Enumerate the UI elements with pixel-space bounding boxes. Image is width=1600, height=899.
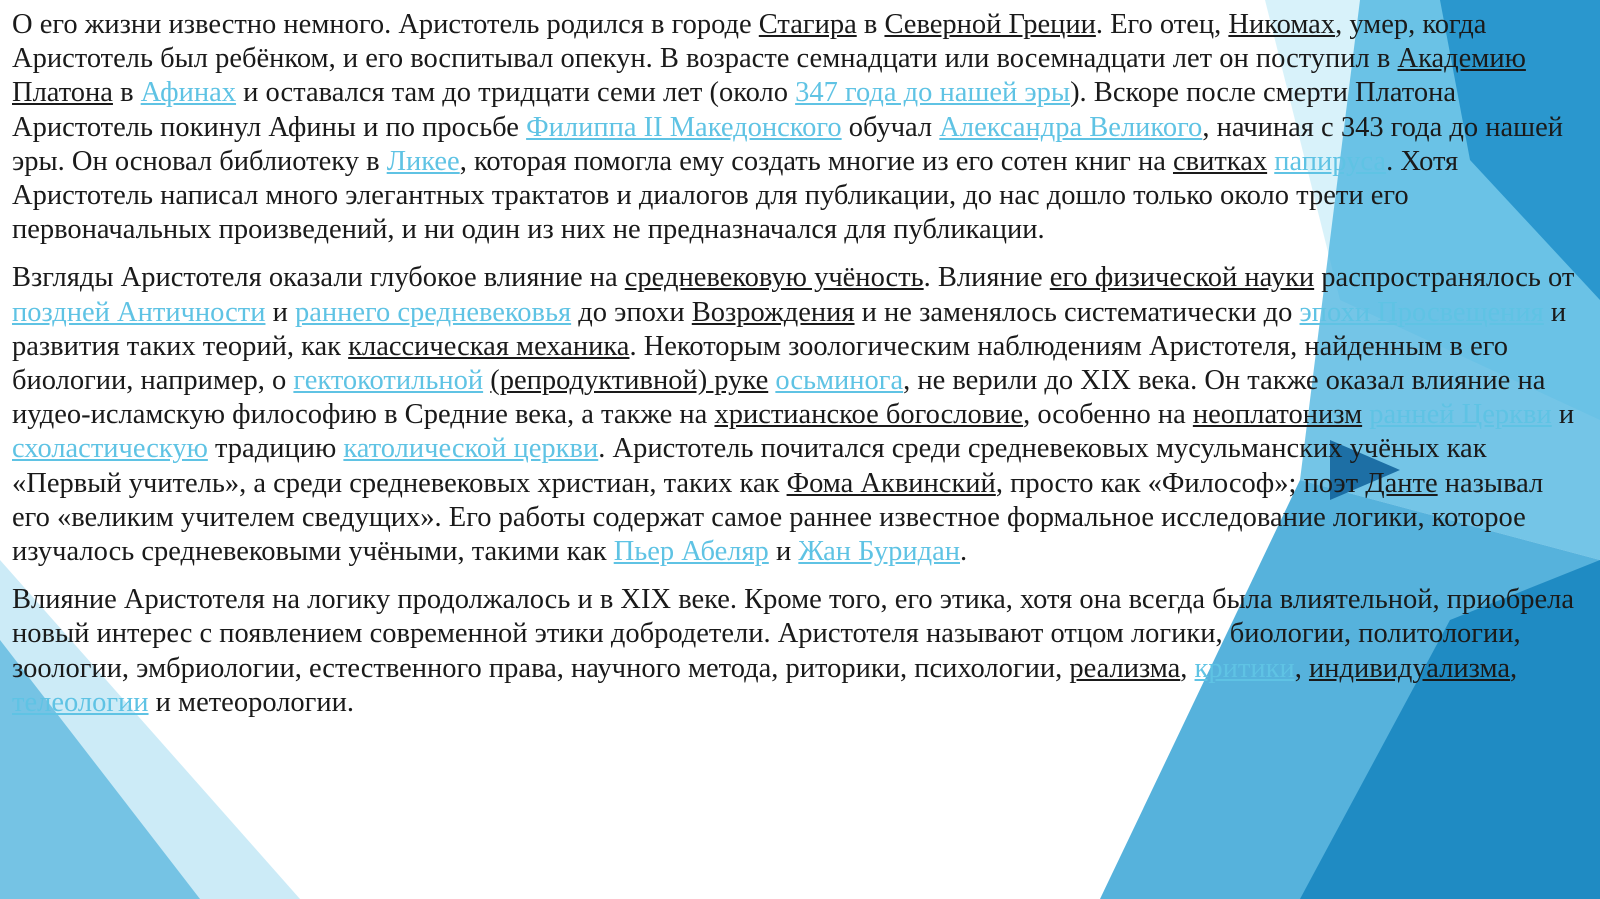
text-span: Влияние Аристотеля на логику продолжалось и в XIX веке. Кроме того, его этика, хотя она всегда была влиятельной, приобрела новый интерес с появлением современной этики добродетели. Аристотеля называют отцом логики, биологии, политологии, зоологии, эмбриологии, естественного права, научного метода, риторики, психологии,: [12, 584, 1575, 684]
text-span: и развития таких теорий, как: [12, 296, 1567, 362]
text-span: . Аристотель почитался среди средневековых мусульманских учёных как «Первый учитель», а среди средневековых христиан, таких как: [12, 433, 1487, 499]
text-span: . Влияние: [923, 262, 1050, 294]
inline-link[interactable]: классическая механика: [348, 330, 630, 362]
text-span: . Некоторым зоологическим наблюдениям Аристотеля, найденным в его биологии, например, о: [12, 330, 1508, 397]
inline-link[interactable]: гектокотильной: [293, 365, 484, 397]
text-span: и: [768, 536, 799, 568]
inline-link[interactable]: его физической науки: [1049, 262, 1315, 294]
inline-link[interactable]: эпохи Просвещения: [1299, 296, 1544, 328]
text-span: называл его «великим учителем сведущих». Его работы содержат самое раннее известное формальное исследование логики, которое изучалось средневековыми учёными, такими как: [12, 467, 1544, 568]
text-span: ,: [1510, 652, 1518, 684]
inline-link[interactable]: Жан Буридан: [798, 536, 960, 568]
inline-link[interactable]: реализма: [1069, 652, 1181, 684]
text-span: и: [1551, 399, 1575, 431]
text-span: ,: [1294, 652, 1309, 684]
paragraph-legacy: [12, 583, 1588, 720]
text-span: ). Вскоре после смерти Платона Аристотель покинул Афины и по просьбе: [12, 77, 1456, 143]
inline-link[interactable]: осьминога: [775, 365, 904, 397]
inline-link[interactable]: Афинах: [140, 77, 237, 109]
text-span: и не заменялось систематически до: [854, 296, 1300, 328]
text-span: традицию: [207, 433, 344, 465]
text-span: . Хотя Аристотель написал много элегантных трактатов и диалогов для публикации, до нас дошло только около трети его первоначальных произведений, и ни один из них не предназначался для публикации.: [12, 145, 1459, 246]
inline-link[interactable]: 347 года до нашей эры: [795, 77, 1071, 109]
inline-link[interactable]: поздней Античности: [12, 296, 266, 328]
paragraph-influence: [12, 261, 1588, 569]
text-span: распространялось от: [1314, 262, 1575, 294]
text-span: . Его отец,: [1095, 9, 1229, 40]
text-span: О его жизни известно немного. Аристотель родился в городе: [12, 9, 759, 40]
inline-link[interactable]: Фома Аквинский: [786, 467, 996, 499]
inline-link[interactable]: (репродуктивной) руке: [490, 365, 769, 397]
inline-link[interactable]: свитках: [1172, 145, 1268, 177]
inline-link[interactable]: Филиппа II Македонского: [526, 111, 842, 143]
inline-link[interactable]: Данте: [1365, 467, 1438, 499]
inline-link[interactable]: христианское богословие: [714, 399, 1024, 431]
inline-link[interactable]: Ликее: [386, 145, 460, 177]
text-span: , начиная с 343 года до нашей эры. Он основал библиотеку в: [12, 111, 1564, 177]
text-span: , не верили до XIX века. Он также оказал влияние на иудео-исламскую философию в Средние века, а также на: [12, 365, 1546, 431]
text-span: в: [856, 9, 885, 40]
inline-link[interactable]: критики: [1194, 652, 1295, 684]
text-span: Взгляды Аристотеля оказали глубокое влияние на: [12, 262, 625, 294]
inline-link[interactable]: раннего средневековья: [294, 296, 572, 328]
text-span: и метеорологии.: [148, 686, 354, 718]
text-span: до эпохи: [571, 296, 692, 328]
inline-link[interactable]: неоплатонизм: [1192, 399, 1363, 431]
text-span: в: [112, 77, 141, 109]
text-span: , умер, когда Аристотель был ребёнком, и его воспитывал опекун. В возрасте семнадцати или восемнадцати лет он поступил в: [12, 9, 1487, 75]
inline-link[interactable]: средневековую учёность: [624, 262, 924, 294]
inline-link[interactable]: схоластическую: [12, 433, 208, 465]
text-span: и: [265, 296, 295, 328]
inline-link[interactable]: Пьер Абеляр: [613, 536, 769, 568]
inline-link[interactable]: католической церкви: [343, 433, 599, 465]
paragraph-biography: [12, 8, 1588, 247]
text-span: ,: [1180, 652, 1195, 684]
inline-link[interactable]: Стагира: [758, 9, 857, 40]
article-text: [12, 8, 1588, 734]
text-span: , особенно на: [1023, 399, 1193, 431]
inline-link[interactable]: Академию Платона: [12, 43, 1526, 109]
inline-link[interactable]: Северной Греции: [884, 9, 1096, 40]
text-span: .: [960, 536, 968, 568]
text-span: , просто как «Философ»; поэт: [995, 467, 1366, 499]
inline-link[interactable]: телеологии: [12, 686, 149, 718]
inline-link[interactable]: Никомах: [1228, 9, 1336, 40]
text-span: и оставался там до тридцати семи лет (около: [236, 77, 796, 109]
inline-link[interactable]: Возрождения: [691, 296, 855, 328]
inline-link[interactable]: Александра Великого: [939, 111, 1203, 143]
inline-link[interactable]: индивидуализма: [1308, 652, 1511, 684]
text-span: обучал: [841, 111, 940, 143]
text-span: , которая помогла ему создать многие из его сотен книг на: [459, 145, 1173, 177]
inline-link[interactable]: папируса: [1274, 145, 1387, 177]
inline-link[interactable]: ранней Церкви: [1369, 399, 1552, 431]
